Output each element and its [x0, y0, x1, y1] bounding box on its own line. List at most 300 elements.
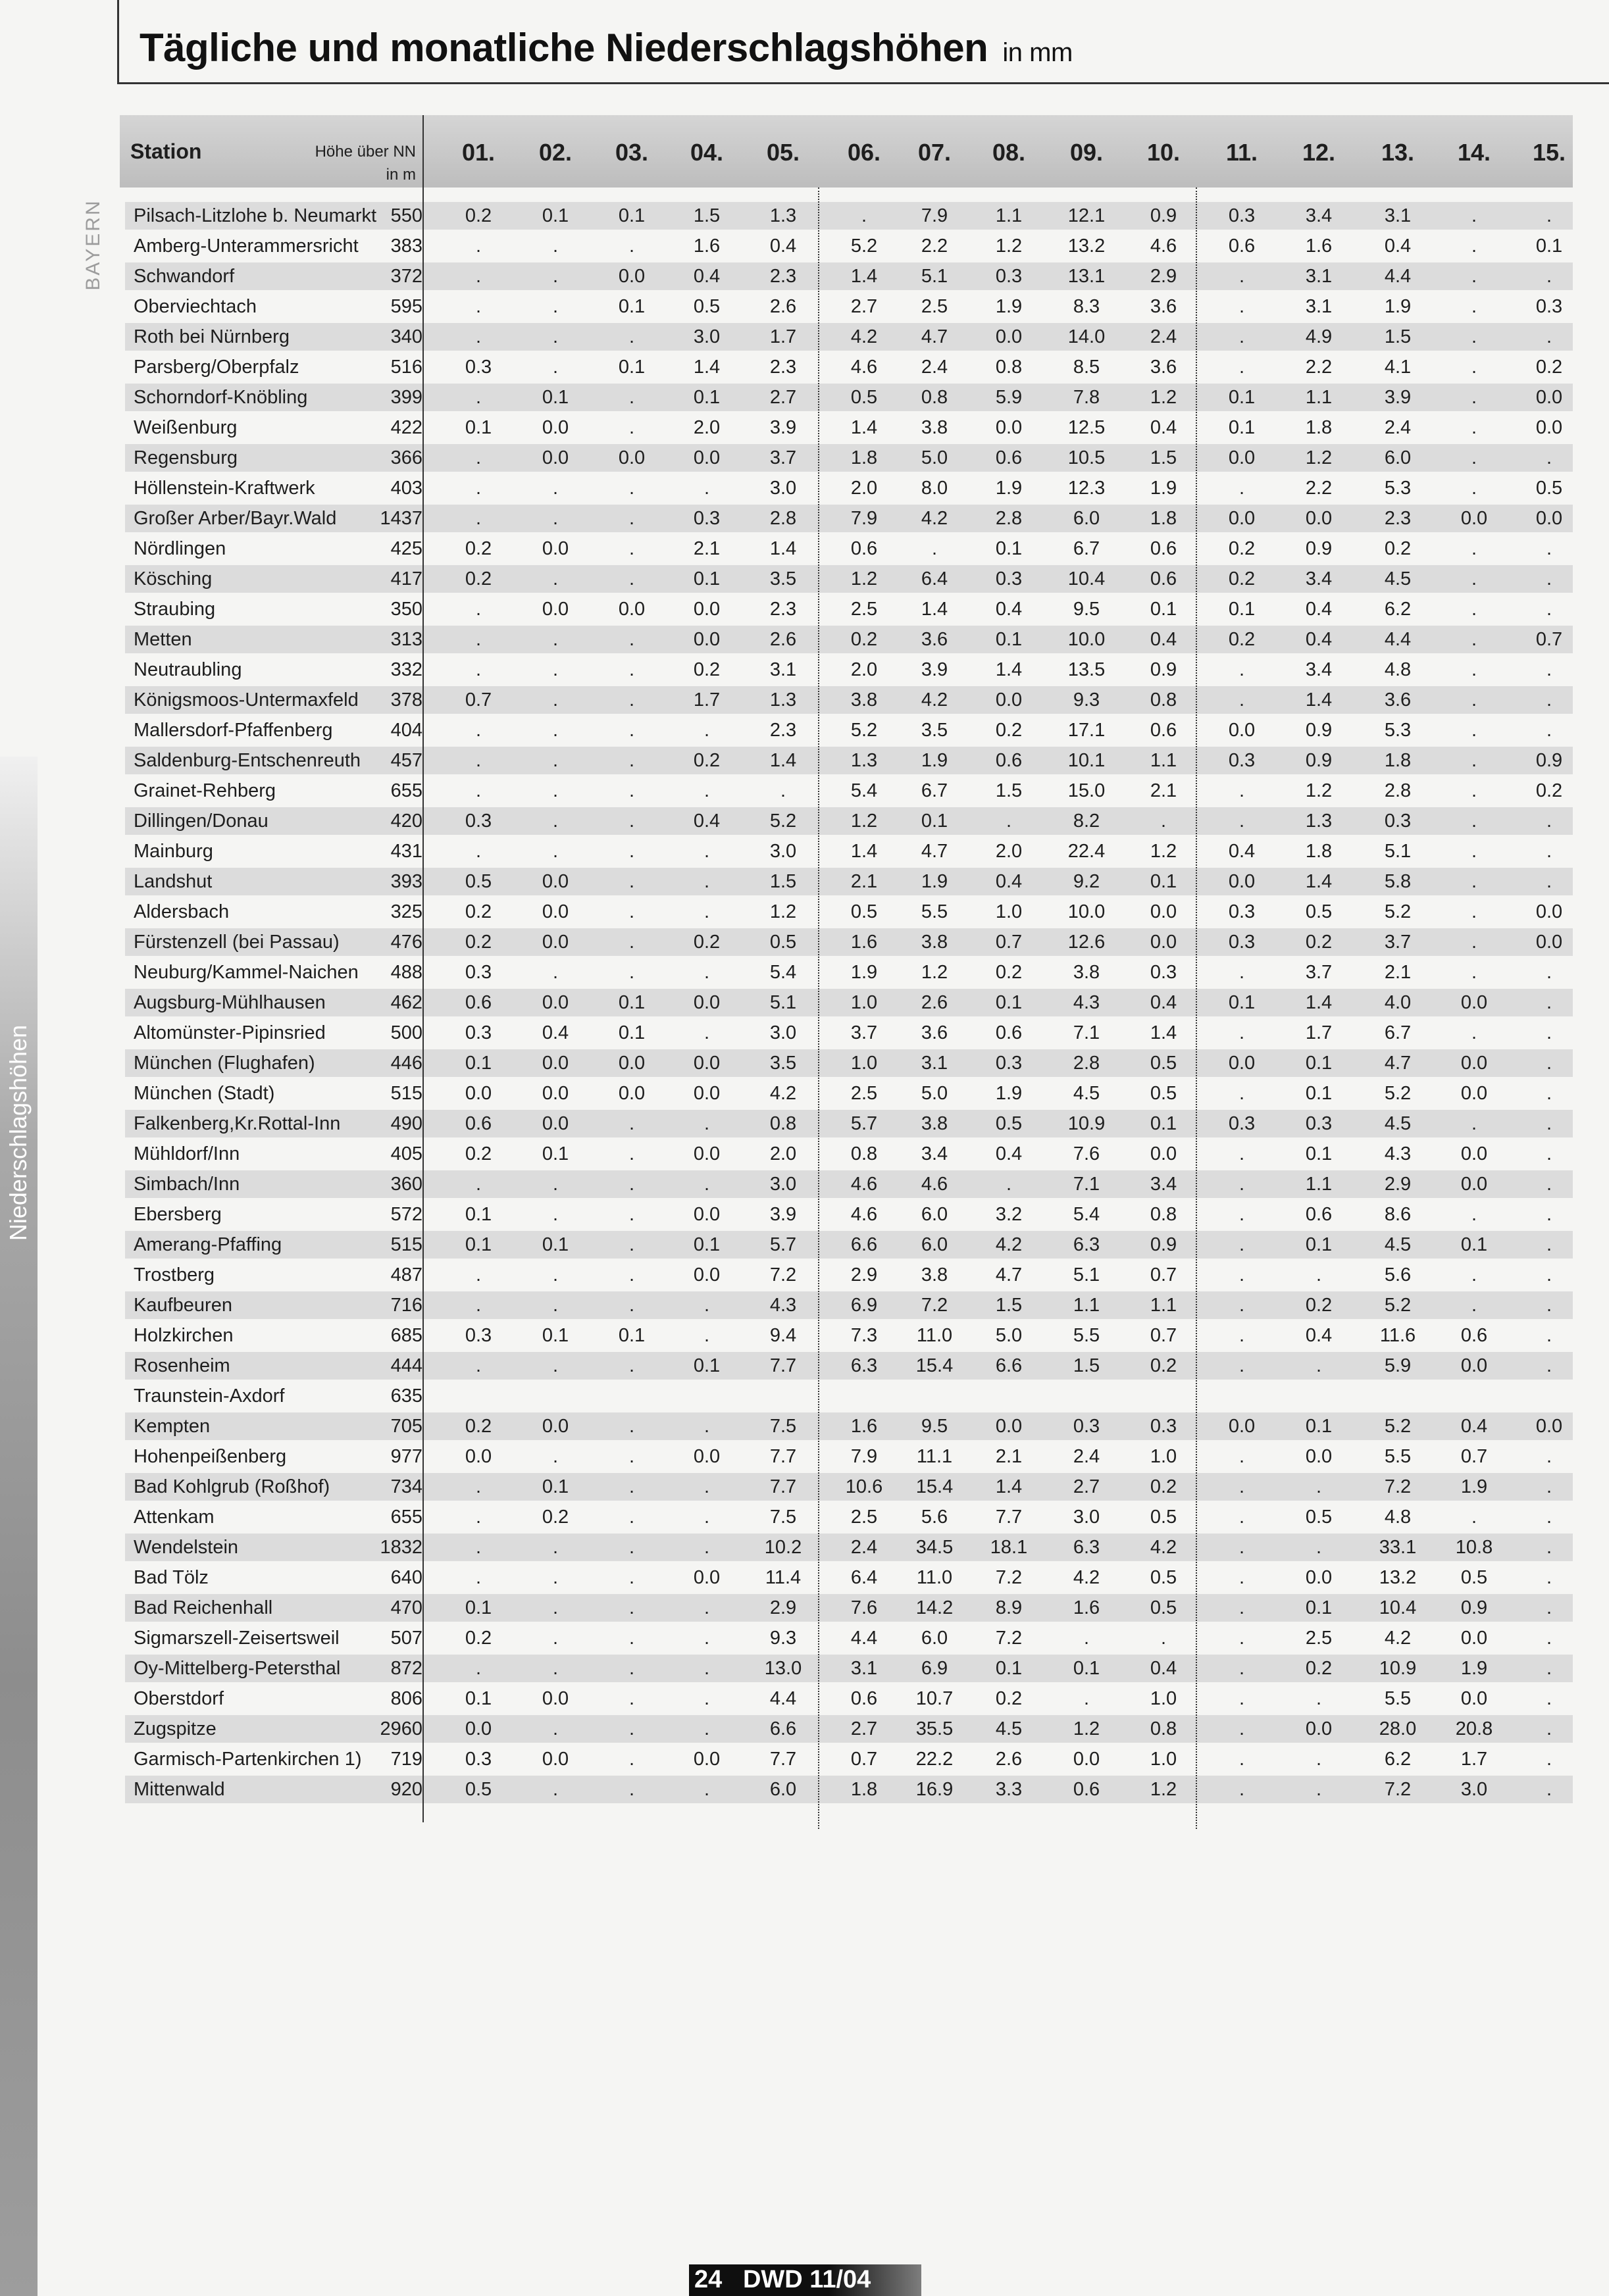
precip-value: 0.1	[1305, 1083, 1333, 1104]
precip-value: 4.7	[921, 326, 948, 347]
precip-value: 0.0	[542, 871, 569, 892]
precip-value: 0.0	[1305, 1567, 1333, 1588]
precip-value: 3.1	[1384, 205, 1412, 226]
precip-value: 4.5	[1384, 568, 1412, 589]
footer-issue: 11/04	[809, 2266, 871, 2293]
precip-value: 1.1	[1073, 1295, 1100, 1316]
precip-value: 0.1	[465, 1053, 492, 1074]
precip-value: 0.5	[1150, 1083, 1177, 1104]
precip-value: .	[628, 568, 635, 589]
precip-value: 1.9	[995, 1083, 1023, 1104]
station-column-header: Station	[130, 139, 202, 163]
precip-value: .	[475, 508, 482, 529]
station-elevation: 470	[390, 1597, 422, 1618]
precip-value: 0.0	[995, 326, 1023, 347]
precip-value: 1.7	[769, 326, 797, 347]
precip-value: 0.2	[1150, 1355, 1177, 1376]
precip-value: .	[475, 720, 482, 741]
precip-value: 6.0	[921, 1204, 948, 1225]
precip-value: 0.7	[995, 932, 1023, 953]
precip-value: .	[1546, 841, 1552, 862]
station-name: Amberg-Unterammersricht	[134, 236, 359, 257]
precip-value: .	[703, 1325, 710, 1346]
station-elevation: 393	[390, 871, 422, 892]
precip-value: .	[1546, 1264, 1552, 1285]
precip-value: .	[552, 1567, 559, 1588]
precip-value: 1.4	[850, 417, 878, 438]
precip-value: 6.0	[921, 1234, 948, 1255]
precip-value: 2.6	[921, 992, 948, 1013]
precip-value: 2.7	[850, 1718, 878, 1739]
week-divider-left	[818, 187, 819, 1829]
precip-value: .	[628, 629, 635, 650]
station-elevation: 806	[390, 1688, 422, 1709]
precip-value: 0.3	[465, 1325, 492, 1346]
station-elevation: 507	[390, 1628, 422, 1649]
precip-value: 2.9	[769, 1597, 797, 1618]
station-elevation: 420	[390, 811, 422, 832]
precip-value: .	[1471, 205, 1477, 226]
precip-value: .	[1471, 962, 1477, 983]
precip-value: .	[1315, 1749, 1322, 1770]
precip-value: .	[703, 1688, 710, 1709]
precip-value: 2.6	[995, 1749, 1023, 1770]
precip-value: 3.1	[921, 1053, 948, 1074]
precip-value: 0.6	[1073, 1779, 1100, 1800]
station-elevation: 476	[390, 932, 422, 953]
precip-value: 4.8	[1384, 1507, 1412, 1528]
precip-value: .	[1239, 1537, 1245, 1558]
precip-value: 0.0	[1460, 1688, 1488, 1709]
precip-value: .	[1471, 266, 1477, 287]
precip-value: 3.6	[1150, 357, 1177, 378]
precip-value: 0.2	[693, 659, 721, 680]
station-name: Neutraubling	[134, 659, 242, 680]
precip-value: 1.5	[769, 871, 797, 892]
station-elevation: 425	[390, 538, 422, 559]
precip-value: 0.0	[542, 992, 569, 1013]
precip-value: 0.0	[693, 1204, 721, 1225]
precip-value: 0.4	[1305, 1325, 1333, 1346]
precip-value: 5.2	[1384, 1083, 1412, 1104]
precip-value: 0.5	[1535, 478, 1563, 499]
station-name: Wendelstein	[134, 1537, 239, 1558]
precip-value: 3.8	[850, 689, 878, 711]
station-name: Kaufbeuren	[134, 1295, 232, 1316]
precip-value: 9.3	[1073, 689, 1100, 711]
precip-value: 6.7	[1384, 1022, 1412, 1043]
precip-value: .	[475, 1476, 482, 1497]
day-header: 11.	[1225, 139, 1258, 166]
precip-value: 8.9	[995, 1597, 1023, 1618]
precip-value: .	[475, 1658, 482, 1679]
precip-value: .	[552, 296, 559, 317]
precip-value: 0.8	[1150, 689, 1177, 711]
precip-value: 6.3	[1073, 1537, 1100, 1558]
station-name: Nördlingen	[134, 538, 226, 559]
precip-value: 0.5	[465, 871, 492, 892]
precip-value: .	[1471, 447, 1477, 468]
day-header: 08.	[992, 139, 1026, 166]
precip-value: 5.2	[850, 720, 878, 741]
elevation-header-line1: Höhe über NN	[315, 143, 416, 161]
precip-value: .	[1239, 962, 1245, 983]
precip-value: 0.3	[465, 357, 492, 378]
precip-value: 3.8	[921, 1113, 948, 1134]
precip-value: 4.6	[850, 1174, 878, 1195]
column-divider-elevation	[422, 115, 424, 1822]
precip-value: 4.3	[769, 1295, 797, 1316]
precip-value: 0.0	[995, 689, 1023, 711]
precip-value: 0.0	[542, 1688, 569, 1709]
precip-value: 1.6	[850, 932, 878, 953]
precip-value: .	[1083, 1688, 1090, 1709]
station-elevation: 350	[390, 599, 422, 620]
precip-value: 1.1	[995, 205, 1023, 226]
precip-value: 1.0	[1150, 1446, 1177, 1467]
precip-value: 0.0	[542, 1113, 569, 1134]
precip-value: 0.0	[1073, 1749, 1100, 1770]
precip-value: 5.0	[921, 447, 948, 468]
precip-value: 0.6	[465, 992, 492, 1013]
precip-value: 0.4	[1150, 629, 1177, 650]
precip-value: 0.3	[995, 1053, 1023, 1074]
station-elevation: 640	[390, 1567, 422, 1588]
precip-value: 1.5	[1073, 1355, 1100, 1376]
precip-value: 15.0	[1067, 780, 1106, 801]
precip-value: 0.0	[542, 1053, 569, 1074]
day-header: 06.	[847, 139, 881, 166]
precip-value: 1.8	[1305, 841, 1333, 862]
precip-value: 0.1	[921, 811, 948, 832]
precip-value: .	[628, 1749, 635, 1770]
precip-value: 3.0	[769, 478, 797, 499]
precip-value: 0.1	[542, 1325, 569, 1346]
precip-value: 12.6	[1067, 932, 1106, 953]
station-elevation: 655	[390, 780, 422, 801]
precip-value: 4.2	[1073, 1567, 1100, 1588]
precip-value: 1.4	[995, 659, 1023, 680]
precip-value: 0.4	[1228, 841, 1256, 862]
page-title	[140, 25, 1073, 70]
precip-value: .	[1239, 266, 1245, 287]
precip-value: 4.1	[1384, 357, 1412, 378]
precip-value: 0.3	[1305, 1113, 1333, 1134]
precip-value: 2.9	[1150, 266, 1177, 287]
precip-value: .	[552, 811, 559, 832]
day-header: 09.	[1069, 139, 1104, 166]
precip-value: 0.1	[618, 296, 646, 317]
precip-value: 0.3	[1150, 1416, 1177, 1437]
precip-value: .	[931, 538, 938, 559]
precip-value: .	[628, 659, 635, 680]
precip-value: .	[1546, 1113, 1552, 1134]
precip-value: 5.1	[1073, 1264, 1100, 1285]
precip-value: 6.0	[769, 1779, 797, 1800]
precip-value: .	[1471, 932, 1477, 953]
precip-value: 0.5	[850, 387, 878, 408]
precip-value: 0.0	[542, 447, 569, 468]
precip-value: 0.9	[1150, 1234, 1177, 1255]
precip-value: 0.1	[465, 1234, 492, 1255]
precip-value: 5.2	[1384, 901, 1412, 922]
precip-value: .	[1471, 841, 1477, 862]
precip-value: 11.1	[916, 1446, 953, 1467]
precip-value: 0.7	[465, 689, 492, 711]
precip-value: 2.4	[850, 1537, 878, 1558]
precip-value: 4.9	[1305, 326, 1333, 347]
precip-value: 2.9	[850, 1264, 878, 1285]
precip-value: .	[628, 1779, 635, 1800]
precip-value: 0.0	[1305, 1718, 1333, 1739]
precip-value: 0.2	[465, 1628, 492, 1649]
precip-value: 1.2	[850, 568, 878, 589]
precip-value: 0.0	[693, 599, 721, 620]
precip-value: 12.3	[1067, 478, 1106, 499]
precip-value: .	[1546, 326, 1552, 347]
precip-value: 0.9	[1305, 720, 1333, 741]
precip-value: .	[1160, 811, 1167, 832]
precip-value: 0.1	[542, 1234, 569, 1255]
precip-value: 2.0	[693, 417, 721, 438]
precip-value: 0.0	[618, 599, 646, 620]
precip-value: 2.3	[769, 720, 797, 741]
precip-value: 1.3	[850, 750, 878, 771]
footer-source: DWD	[742, 2266, 803, 2293]
precip-value: .	[1546, 1597, 1552, 1618]
precip-value: .	[1315, 1355, 1322, 1376]
station-name: Falkenberg,Kr.Rottal-Inn	[134, 1113, 341, 1134]
precip-value: .	[475, 1355, 482, 1376]
precip-value: 0.1	[465, 417, 492, 438]
precip-value: 0.0	[1460, 1143, 1488, 1164]
station-elevation: 313	[390, 629, 422, 650]
station-name: Zugspitze	[134, 1718, 217, 1739]
precip-value: 11.0	[916, 1567, 953, 1588]
precip-value: 33.1	[1379, 1537, 1417, 1558]
precip-value: 1.9	[1460, 1658, 1488, 1679]
precip-value: 1.2	[850, 811, 878, 832]
precip-value: 0.0	[1460, 1174, 1488, 1195]
precip-value: .	[628, 1113, 635, 1134]
precip-value: 0.7	[1535, 629, 1563, 650]
precip-value: 0.1	[1228, 417, 1256, 438]
precip-value: 2.2	[1305, 357, 1333, 378]
precip-value: 3.4	[1150, 1174, 1177, 1195]
precip-value: .	[475, 387, 482, 408]
week-divider-right	[1196, 187, 1197, 1829]
precip-value: 35.5	[915, 1718, 954, 1739]
precip-value: 2.7	[850, 296, 878, 317]
precip-value: .	[628, 1507, 635, 1528]
precip-value: 9.2	[1073, 871, 1100, 892]
precip-value: 4.5	[995, 1718, 1023, 1739]
precip-value: .	[1160, 1628, 1167, 1649]
precip-value: 0.0	[1228, 447, 1256, 468]
station-name: Großer Arber/Bayr.Wald	[134, 508, 337, 529]
precip-value: 0.0	[1228, 871, 1256, 892]
station-elevation: 516	[390, 357, 422, 378]
precip-value: 1.4	[921, 599, 948, 620]
precip-value: 0.0	[542, 1083, 569, 1104]
precip-value: .	[628, 871, 635, 892]
precip-value: .	[1239, 1628, 1245, 1649]
precip-value: 2.8	[1384, 780, 1412, 801]
station-name: Simbach/Inn	[134, 1174, 240, 1195]
precip-value: 1.3	[769, 205, 797, 226]
precip-value: .	[1471, 750, 1477, 771]
precip-value: 3.4	[1305, 659, 1333, 680]
precip-value: 0.2	[1228, 568, 1256, 589]
precip-value: 11.4	[765, 1567, 802, 1588]
precip-value: .	[475, 1295, 482, 1316]
precip-value: .	[1546, 538, 1552, 559]
precip-value: 10.8	[1455, 1537, 1493, 1558]
precip-value: 0.9	[1150, 205, 1177, 226]
precip-value: 3.8	[1073, 962, 1100, 983]
precip-value: 1.4	[995, 1476, 1023, 1497]
precip-value: 0.4	[1460, 1416, 1488, 1437]
precip-value: .	[703, 841, 710, 862]
precip-value: 0.0	[1460, 1083, 1488, 1104]
precip-value: 0.2	[1228, 629, 1256, 650]
precip-value: 2.3	[769, 599, 797, 620]
precip-value: 5.2	[850, 236, 878, 257]
precip-value: .	[475, 1537, 482, 1558]
precip-value: 2.3	[769, 357, 797, 378]
precip-value: 1.8	[850, 447, 878, 468]
precip-value: .	[552, 1446, 559, 1467]
precip-value: 4.6	[921, 1174, 948, 1195]
precip-value: 0.2	[995, 720, 1023, 741]
precip-value: .	[475, 780, 482, 801]
precip-value: 2.0	[850, 659, 878, 680]
precip-value: .	[1546, 1143, 1552, 1164]
station-elevation: 515	[390, 1083, 422, 1104]
precip-value: 0.2	[1305, 1295, 1333, 1316]
precip-value: .	[552, 1204, 559, 1225]
precip-value: 0.8	[769, 1113, 797, 1134]
precip-value: 1.5	[693, 205, 721, 226]
precip-value: 1.9	[921, 750, 948, 771]
precip-value: 0.0	[618, 1053, 646, 1074]
precip-value: 5.9	[995, 387, 1023, 408]
precip-value: .	[1471, 417, 1477, 438]
precip-value: .	[1546, 1537, 1552, 1558]
precip-value: .	[628, 1537, 635, 1558]
precip-value: 0.1	[1228, 387, 1256, 408]
precip-value: .	[475, 478, 482, 499]
precip-value: 6.2	[1384, 1749, 1412, 1770]
station-elevation: 490	[390, 1113, 422, 1134]
precip-value: 0.1	[1150, 1113, 1177, 1134]
precip-value: 0.3	[1073, 1416, 1100, 1437]
precip-value: 2.5	[1305, 1628, 1333, 1649]
precip-value: 0.2	[693, 750, 721, 771]
precip-value: 1.4	[850, 841, 878, 862]
precip-value: .	[628, 720, 635, 741]
precip-value: .	[475, 750, 482, 771]
precip-value: .	[703, 1718, 710, 1739]
precip-value: .	[1471, 629, 1477, 650]
precip-value: 2.5	[850, 1507, 878, 1528]
precip-value: 4.4	[850, 1628, 878, 1649]
station-name: Rosenheim	[134, 1355, 230, 1376]
precip-value: 0.4	[1305, 599, 1333, 620]
precip-value: 1.4	[850, 266, 878, 287]
precip-value: .	[475, 447, 482, 468]
precip-value: .	[703, 1295, 710, 1316]
precip-value: 13.2	[1067, 236, 1106, 257]
precip-value: 0.2	[1228, 538, 1256, 559]
precip-value: 4.8	[1384, 659, 1412, 680]
precip-value: 0.4	[1305, 629, 1333, 650]
precip-value: 0.5	[1150, 1567, 1177, 1588]
station-name: Bad Tölz	[134, 1567, 209, 1588]
precip-value: .	[703, 1416, 710, 1437]
precip-value: 2.0	[850, 478, 878, 499]
precip-value: 0.0	[1228, 508, 1256, 529]
precip-value: 0.0	[693, 1567, 721, 1588]
station-elevation: 405	[390, 1143, 422, 1164]
precip-value: 0.0	[995, 417, 1023, 438]
precip-value: 11.6	[1379, 1325, 1416, 1346]
precip-value: 5.3	[1384, 720, 1412, 741]
precip-value: 0.2	[995, 962, 1023, 983]
station-name: Garmisch-Partenkirchen 1)	[134, 1749, 362, 1770]
precip-value: 4.2	[850, 326, 878, 347]
station-name: Landshut	[134, 871, 213, 892]
precip-value: 5.4	[1073, 1204, 1100, 1225]
precip-value: 7.7	[769, 1749, 797, 1770]
precip-value: .	[628, 962, 635, 983]
precip-value: 4.0	[1384, 992, 1412, 1013]
precip-value: 0.1	[1535, 236, 1563, 257]
station-elevation: 515	[390, 1234, 422, 1255]
precip-value: 3.5	[769, 568, 797, 589]
precip-value: .	[628, 508, 635, 529]
precip-value: .	[628, 932, 635, 953]
precip-value: 0.1	[1150, 599, 1177, 620]
precip-value: .	[552, 1355, 559, 1376]
precip-value: .	[552, 689, 559, 711]
precip-value: 0.0	[693, 1083, 721, 1104]
day-header: 12.	[1302, 139, 1336, 166]
precip-value: .	[703, 1537, 710, 1558]
precip-value: .	[628, 417, 635, 438]
precip-value: 8.2	[1073, 811, 1100, 832]
precip-value: 1.6	[1305, 236, 1333, 257]
precip-value: 0.0	[542, 1416, 569, 1437]
precip-value: 2.5	[850, 599, 878, 620]
precip-value: 2.2	[1305, 478, 1333, 499]
precip-value: 0.4	[1384, 236, 1412, 257]
precip-value: .	[1546, 659, 1552, 680]
station-name: Neuburg/Kammel-Naichen	[134, 962, 359, 983]
precip-value: 8.5	[1073, 357, 1100, 378]
precip-value: .	[1471, 1295, 1477, 1316]
precip-value: 1.2	[1150, 1779, 1177, 1800]
precip-value: 0.0	[1460, 1355, 1488, 1376]
station-elevation: 685	[390, 1325, 422, 1346]
precip-value: .	[703, 1628, 710, 1649]
precip-value: 5.1	[921, 266, 948, 287]
precip-value: 0.0	[693, 1143, 721, 1164]
precip-value: 0.5	[1150, 1053, 1177, 1074]
precip-value: .	[628, 750, 635, 771]
precip-value: .	[628, 1476, 635, 1497]
precip-value: 15.4	[915, 1355, 954, 1376]
